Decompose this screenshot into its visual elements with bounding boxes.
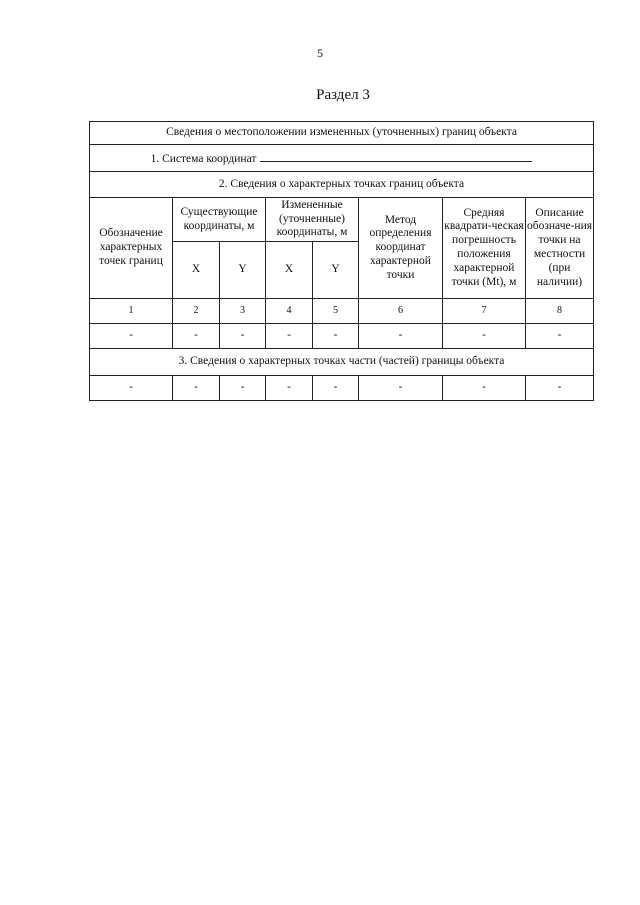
table-cell: - — [526, 376, 594, 401]
part-boundary-heading: 3. Сведения о характерных точках части (частей) границы объекта — [90, 349, 594, 376]
table-cell: - — [173, 376, 220, 401]
header-method: Метод определения координат характерной точки — [359, 198, 443, 299]
header-existing-coordinates: Существующие координаты, м — [173, 198, 266, 242]
table-cell: - — [359, 376, 443, 401]
column-number-row — [90, 299, 594, 324]
subheader-y-existing: Y — [220, 242, 266, 299]
table-cell: - — [313, 376, 359, 401]
table-cell: - — [313, 324, 359, 349]
header-rms-error: Средняя квадрати-ческая погрешность положения характерной точки (Mt), м — [443, 198, 526, 299]
table-cell: - — [443, 324, 526, 349]
column-number: 7 — [443, 299, 526, 324]
table-cell: - — [173, 324, 220, 349]
column-number: 5 — [313, 299, 359, 324]
page-number: 5 — [317, 46, 323, 60]
subheader-y-changed: Y — [313, 242, 359, 299]
coordinate-system-label: 1. Система координат — [150, 153, 257, 166]
table-cell: - — [266, 376, 313, 401]
header-point-designation: Обозначение характерных точек границ — [90, 198, 173, 299]
table-row — [90, 324, 594, 349]
table-row — [90, 376, 594, 401]
subheader-x-changed: X — [266, 242, 313, 299]
column-number: 8 — [526, 299, 594, 324]
column-number: 1 — [90, 299, 173, 324]
characteristic-points-heading: 2. Сведения о характерных точках границ объекта — [90, 172, 594, 198]
header-point-description: Описание обозначе-ния точки на местности (при наличии) — [526, 198, 594, 299]
boundary-table — [89, 121, 594, 401]
table-cell: - — [90, 376, 173, 401]
column-number: 3 — [220, 299, 266, 324]
table-cell: - — [359, 324, 443, 349]
table-cell: - — [266, 324, 313, 349]
coordinate-system-blank — [260, 149, 532, 162]
section-title: Раздел 3 — [316, 87, 370, 103]
table-cell: - — [220, 376, 266, 401]
header-changed-coordinates: Измененные (уточненные) координаты, м — [266, 198, 359, 242]
column-number: 6 — [359, 299, 443, 324]
subheader-x-existing: X — [173, 242, 220, 299]
table-cell: - — [526, 324, 594, 349]
coordinate-system-row — [90, 145, 594, 172]
table-cell: - — [90, 324, 173, 349]
table-cell: - — [443, 376, 526, 401]
table-title: Сведения о местоположении измененных (уточненных) границ объекта — [90, 122, 594, 145]
table-cell: - — [220, 324, 266, 349]
column-number: 4 — [266, 299, 313, 324]
column-number: 2 — [173, 299, 220, 324]
